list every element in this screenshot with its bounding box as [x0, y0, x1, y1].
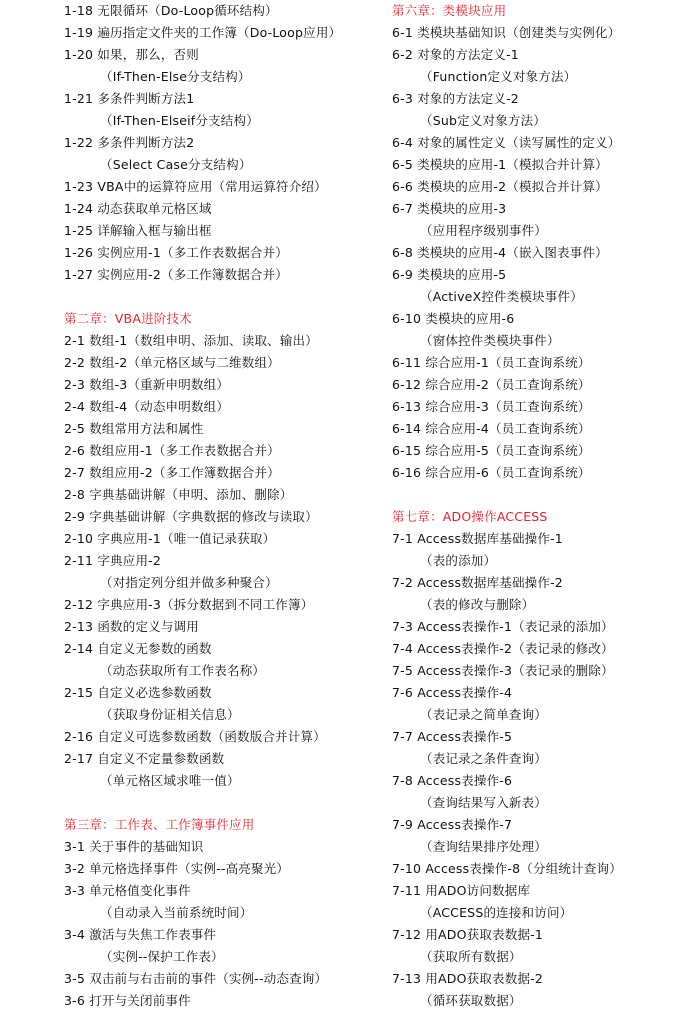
lesson-item: 7-13 用ADO获取表数据-2: [392, 971, 544, 986]
lesson-item: 7-5 Access表操作-3（表记录的删除）: [392, 663, 614, 678]
lesson-subtitle: （查询结果排序处理）: [420, 839, 548, 854]
lesson-item: 6-4 对象的属性定义（读写属性的定义）: [392, 135, 621, 150]
left-column: [64, 0, 384, 1012]
lesson-subtitle: （表记录之简单查询）: [420, 707, 548, 722]
lesson-subtitle: （动态获取所有工作表名称）: [100, 663, 266, 678]
spacer: [64, 792, 384, 814]
chapter-heading: 第七章：ADO操作ACCESS: [392, 509, 548, 524]
lesson-item: 1-20 如果，那么，否则: [64, 47, 199, 62]
lesson-subtitle: （Function定义对象方法）: [420, 69, 577, 84]
spacer: [392, 484, 698, 506]
lesson-item: 2-12 字典应用-3（拆分数据到不同工作簿）: [64, 597, 314, 612]
lesson-subtitle: （对指定列分组并做多种聚合）: [100, 575, 278, 590]
lesson-item: 2-13 函数的定义与调用: [64, 619, 199, 634]
lesson-item: 6-16 综合应用-6（员工查询系统）: [392, 465, 591, 480]
lesson-item: 6-7 类模块的应用-3: [392, 201, 507, 216]
lesson-subtitle: （查询结果写入新表）: [420, 795, 548, 810]
lesson-item: 6-15 综合应用-5（员工查询系统）: [392, 443, 591, 458]
lesson-item: 1-18 无限循环（Do-Loop循环结构）: [64, 3, 278, 18]
lesson-item: 3-4 激活与失焦工作表事件: [64, 927, 217, 942]
lesson-item: 7-8 Access表操作-6: [392, 773, 513, 788]
lesson-item: 7-9 Access表操作-7: [392, 817, 513, 832]
lesson-subtitle: （获取所有数据）: [420, 949, 522, 964]
lesson-item: 2-5 数组常用方法和属性: [64, 421, 204, 436]
lesson-subtitle: （If-Then-Elseif分支结构）: [100, 113, 259, 128]
lesson-item: 6-13 综合应用-3（员工查询系统）: [392, 399, 591, 414]
lesson-item: 1-25 详解输入框与输出框: [64, 223, 212, 238]
lesson-item: 6-3 对象的方法定义-2: [392, 91, 519, 106]
lesson-item: 7-7 Access表操作-5: [392, 729, 513, 744]
lesson-item: 2-6 数组应用-1（多工作表数据合并）: [64, 443, 280, 458]
lesson-item: 3-1 关于事件的基础知识: [64, 839, 204, 854]
lesson-item: 3-3 单元格值变化事件: [64, 883, 191, 898]
lesson-item: 3-5 双击前与右击前的事件（实例--动态查询）: [64, 971, 328, 986]
lesson-subtitle: （ActiveX控件类模块事件）: [420, 289, 583, 304]
lesson-item: 2-17 自定义不定量参数函数: [64, 751, 225, 766]
lesson-subtitle: （表的修改与删除）: [420, 597, 535, 612]
lesson-item: 1-27 实例应用-2（多工作簿数据合并）: [64, 267, 289, 282]
lesson-subtitle: （获取身份证相关信息）: [100, 707, 240, 722]
lesson-subtitle: （If-Then-Else分支结构）: [100, 69, 251, 84]
lesson-subtitle: （实例--保护工作表）: [100, 949, 224, 964]
lesson-item: 2-2 数组-2（单元格区域与二维数组）: [64, 355, 280, 370]
lesson-item: 6-2 对象的方法定义-1: [392, 47, 519, 62]
lesson-subtitle: （窗体控件类模块事件）: [420, 333, 560, 348]
lesson-item: 7-3 Access表操作-1（表记录的添加）: [392, 619, 614, 634]
lesson-item: 6-14 综合应用-4（员工查询系统）: [392, 421, 591, 436]
lesson-subtitle: （表记录之条件查询）: [420, 751, 548, 766]
lesson-item: 2-8 字典基础讲解（申明、添加、删除）: [64, 487, 293, 502]
lesson-item: 1-19 遍历指定文件夹的工作簿（Do-Loop应用）: [64, 25, 342, 40]
chapter-heading: 第三章：工作表、工作簿事件应用: [64, 817, 255, 832]
lesson-subtitle: （应用程序级别事件）: [420, 223, 548, 238]
lesson-item: 6-9 类模块的应用-5: [392, 267, 507, 282]
lesson-item: 6-1 类模块基础知识（创建类与实例化）: [392, 25, 621, 40]
lesson-item: 7-1 Access数据库基础操作-1: [392, 531, 563, 546]
lesson-subtitle: （循环获取数据）: [420, 993, 522, 1008]
chapter-heading: 第二章：VBA进阶技术: [64, 311, 192, 326]
lesson-item: 3-6 打开与关闭前事件: [64, 993, 191, 1008]
lesson-item: 3-2 单元格选择事件（实例--高亮聚光）: [64, 861, 290, 876]
lesson-item: 6-8 类模块的应用-4（嵌入图表事件）: [392, 245, 608, 260]
lesson-item: 2-1 数组-1（数组申明、添加、读取、输出）: [64, 333, 318, 348]
lesson-subtitle: （ACCESS的连接和访问）: [420, 905, 573, 920]
lesson-item: 6-10 类模块的应用-6: [392, 311, 515, 326]
lesson-item: 2-14 自定义无参数的函数: [64, 641, 212, 656]
lesson-subtitle: （Select Case分支结构）: [100, 157, 252, 172]
lesson-item: 6-5 类模块的应用-1（模拟合并计算）: [392, 157, 608, 172]
lesson-item: 2-16 自定义可选参数函数（函数版合并计算）: [64, 729, 326, 744]
lesson-item: 6-6 类模块的应用-2（模拟合并计算）: [392, 179, 608, 194]
lesson-item: 2-15 自定义必选参数函数: [64, 685, 212, 700]
lesson-item: 1-26 实例应用-1（多工作表数据合并）: [64, 245, 289, 260]
spacer: [64, 286, 384, 308]
lesson-item: 1-24 动态获取单元格区域: [64, 201, 212, 216]
lesson-item: 2-7 数组应用-2（多工作簿数据合并）: [64, 465, 280, 480]
lesson-item: 1-22 多条件判断方法2: [64, 135, 195, 150]
lesson-item: 2-10 字典应用-1（唯一值记录获取）: [64, 531, 276, 546]
lesson-item: 6-12 综合应用-2（员工查询系统）: [392, 377, 591, 392]
lesson-subtitle: （自动录入当前系统时间）: [100, 905, 253, 920]
chapter-heading: 第六章：类模块应用: [392, 3, 507, 18]
lesson-item: 7-2 Access数据库基础操作-2: [392, 575, 563, 590]
lesson-item: 7-12 用ADO获取表数据-1: [392, 927, 544, 942]
lesson-item: 1-23 VBA中的运算符应用（常用运算符介绍）: [64, 179, 327, 194]
lesson-item: 7-4 Access表操作-2（表记录的修改）: [392, 641, 614, 656]
lesson-item: 2-3 数组-3（重新申明数组）: [64, 377, 230, 392]
lesson-subtitle: （Sub定义对象方法）: [420, 113, 546, 128]
right-column: [392, 0, 698, 1012]
lesson-item: 2-4 数组-4（动态申明数组）: [64, 399, 230, 414]
lesson-item: 7-11 用ADO访问数据库: [392, 883, 531, 898]
lesson-subtitle: （单元格区域求唯一值）: [100, 773, 240, 788]
lesson-item: 6-11 综合应用-1（员工查询系统）: [392, 355, 591, 370]
lesson-subtitle: （表的添加）: [420, 553, 497, 568]
lesson-item: 7-10 Access表操作-8（分组统计查询）: [392, 861, 622, 876]
lesson-item: 1-21 多条件判断方法1: [64, 91, 195, 106]
lesson-item: 7-6 Access表操作-4: [392, 685, 513, 700]
lesson-item: 2-11 字典应用-2: [64, 553, 162, 568]
lesson-item: 2-9 字典基础讲解（字典数据的修改与读取）: [64, 509, 318, 524]
